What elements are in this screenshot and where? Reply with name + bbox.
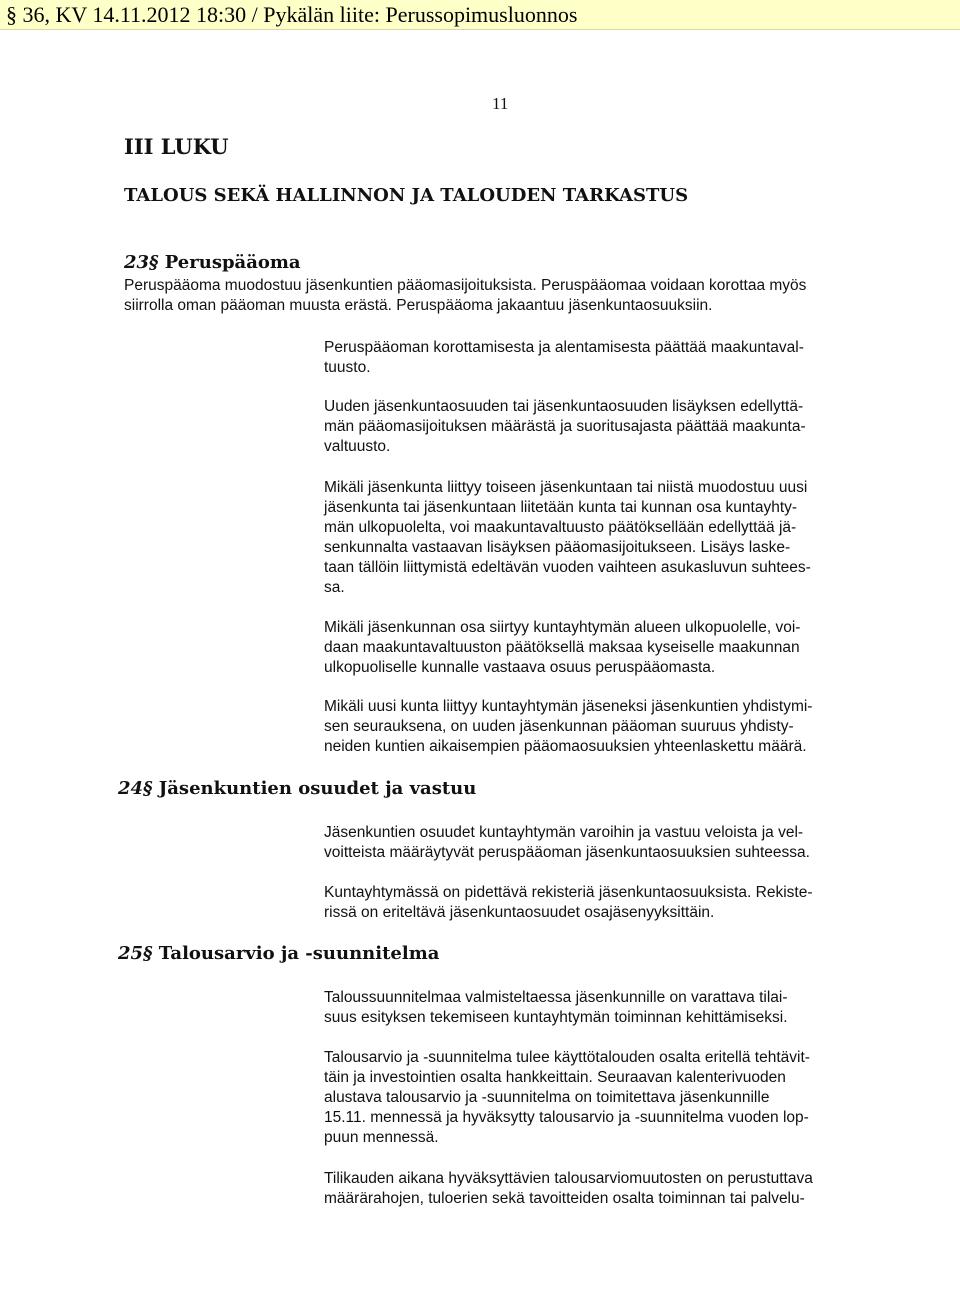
- text-line: tuusto.: [324, 359, 371, 376]
- text-line: taan tällöin liittymistä edeltävän vuoden vaihteen asukasluvun suhtees-: [324, 559, 811, 576]
- text-line: neiden kuntien aikaisempien pääomaosuuksien yhteenlaskettu määrä.: [324, 738, 807, 755]
- section-heading-24: [118, 778, 476, 800]
- document-header-bar: [0, 0, 960, 30]
- text-line: Peruspääoma muodostuu jäsenkuntien pääomasijoituksista. Peruspääomaa voidaan korottaa myös: [124, 277, 807, 294]
- text-line: täin ja investointien osalta hankkeittain. Seuraavan kalenterivuoden: [324, 1069, 786, 1086]
- text-line: Peruspääoman korottamisesta ja alentamisesta päättää maakuntaval-: [324, 339, 804, 356]
- text-line: Talousarvio ja -suunnitelma tulee käyttötalouden osalta eritellä tehtävit-: [324, 1049, 810, 1066]
- text-line: daan maakuntavaltuuston päätöksellä maksaa kyseiselle maakunnan: [324, 639, 800, 656]
- section-24-paragraph: [324, 883, 924, 923]
- section-title: Jäsenkuntien osuudet ja vastuu: [158, 778, 477, 799]
- text-line: alustava talousarvio ja -suunnitelma on toimitettava jäsenkunnille: [324, 1089, 770, 1106]
- text-line: valtuusto.: [324, 438, 391, 455]
- document-header-text: § 36, KV 14.11.2012 18:30 / Pykälän liite: Perussopimusluonnos: [6, 2, 578, 27]
- section-23-paragraph: [324, 478, 924, 598]
- text-line: määrärahojen, tuloerien sekä tavoitteiden osalta toiminnan tai palvelu-: [324, 1190, 805, 1207]
- section-title: Talousarvio ja -suunnitelma: [158, 943, 440, 964]
- text-line: suus esityksen tekemiseen kuntayhtymän toiminnan kehittämiseksi.: [324, 1009, 788, 1026]
- section-23-intro: [124, 276, 924, 316]
- text-line: Uuden jäsenkuntaosuuden tai jäsenkuntaosuuden lisäyksen edellyttä-: [324, 398, 804, 415]
- section-23-paragraph: [324, 618, 924, 678]
- text-line: Mikäli jäsenkunnan osa siirtyy kuntayhtymän alueen ulkopuolelle, voi-: [324, 619, 801, 636]
- section-25-paragraph: [324, 988, 924, 1028]
- text-line: Kuntayhtymässä on pidettävä rekisteriä jäsenkuntaosuuksista. Rekiste-: [324, 884, 813, 901]
- section-23-paragraph: [324, 697, 924, 757]
- section-23-paragraph: [324, 397, 924, 457]
- section-23-paragraph: [324, 338, 924, 378]
- section-24-paragraph: [324, 823, 924, 863]
- text-line: ulkopuoliselle kunnalle vastaava osuus peruspääomasta.: [324, 659, 716, 676]
- text-line: siirrolla oman pääoman muusta erästä. Peruspääoma jakaantuu jäsenkuntaosuuksiin.: [124, 297, 713, 314]
- text-line: sa.: [324, 579, 345, 596]
- text-line: Jäsenkuntien osuudet kuntayhtymän varoihin ja vastuu veloista ja vel-: [324, 824, 804, 841]
- text-line: senkunnalta vastaavan lisäyksen pääomasijoitukseen. Lisäys laske-: [324, 539, 791, 556]
- text-line: jäsenkunta tai jäsenkuntaan liitetään kunta tai kunnan osa kuntayhty-: [324, 499, 798, 516]
- section-number: 25§: [118, 943, 153, 964]
- section-number: 24§: [118, 778, 153, 799]
- text-line: 15.11. mennessä ja hyväksytty talousarvio ja -suunnitelma vuoden lop-: [324, 1109, 809, 1126]
- section-25-paragraph: [324, 1169, 924, 1209]
- section-number: 23§: [124, 252, 159, 273]
- text-line: Taloussuunnitelmaa valmisteltaessa jäsenkunnille on varattava tilai-: [324, 989, 788, 1006]
- text-line: rissä on eriteltävä jäsenkuntaosuudet osajäsenyyksittäin.: [324, 904, 715, 921]
- text-line: Mikäli uusi kunta liittyy kuntayhtymän jäseneksi jäsenkuntien yhdistymi-: [324, 698, 813, 715]
- text-line: Tilikauden aikana hyväksyttävien talousarviomuutosten on perustuttava: [324, 1170, 813, 1187]
- text-line: voitteista määräytyvät peruspääoman jäsenkuntaosuuksien suhteessa.: [324, 844, 810, 861]
- text-line: sen seurauksena, on uuden jäsenkunnan pääoman suuruus yhdisty-: [324, 718, 794, 735]
- text-line: män pääomasijoituksen määrästä ja suoritusajasta päättää maakunta-: [324, 418, 806, 435]
- chapter-subtitle: TALOUS SEKÄ HALLINNON JA TALOUDEN TARKASTUS: [124, 185, 689, 206]
- section-heading-25: [118, 943, 439, 965]
- text-line: Mikäli jäsenkunta liittyy toiseen jäsenkuntaan tai niistä muodostuu uusi: [324, 479, 808, 496]
- text-line: puun mennessä.: [324, 1129, 439, 1146]
- section-25-paragraph: [324, 1048, 924, 1148]
- page-number: 11: [492, 94, 509, 113]
- section-heading-23: [124, 252, 301, 274]
- chapter-title: III LUKU: [124, 134, 229, 159]
- text-line: män ulkopuolelta, voi maakuntavaltuusto päätöksellään edellyttää jä-: [324, 519, 797, 536]
- section-title: Peruspääoma: [164, 252, 301, 273]
